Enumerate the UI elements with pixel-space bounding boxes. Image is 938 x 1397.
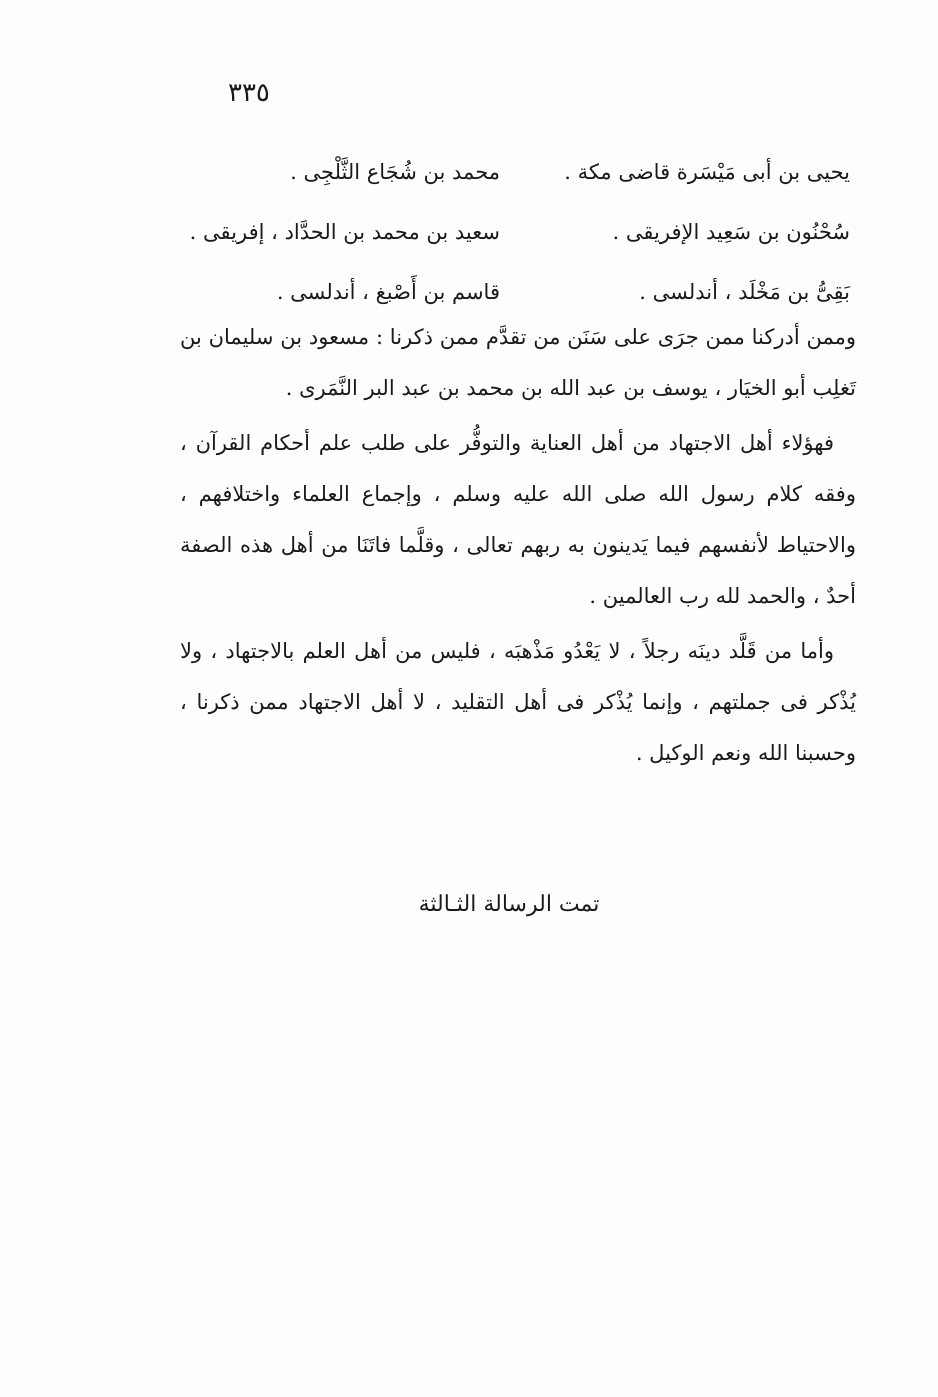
page-number: ٣٣٥ (228, 78, 270, 108)
name-entry: بَقِىُّ بن مَخْلَد ، أندلسى . (639, 280, 850, 304)
paragraph: فهؤلاء أهل الاجتهاد من أهل العناية والتوفُّر على طلب علم أحكام القرآن ، وفقه كلام رسول الله صلى الله عليه وسلم ، وإجماع العلماء واختلافهم ، والاحتياط لأنفسهم فيما يَدينون به ربهم تعالى ، وقلَّما فاتَنَا من أهل هذه الصفة أحدٌ ، والحمد لله رب العالمين . (180, 431, 856, 608)
colophon (0, 892, 938, 917)
names-row (180, 142, 850, 202)
name-entry: سُحْنُون بن سَعِيد الإفريقى . (612, 220, 850, 244)
colophon-text: تمت الرسالة الثـالثة (418, 892, 600, 917)
name-entry: قاسم بن أَصْبغ ، أندلسى . (276, 280, 500, 304)
names-row (180, 202, 850, 262)
name-entry: محمد بن شُجَاع الثَّلْجِى . (290, 160, 500, 184)
names-list (180, 142, 850, 322)
paragraph: وأما من قَلَّد دينَه رجلاً ، لا يَعْدُو مَذْهبَه ، فليس من أهل العلم بالاجتهاد ، ولا يُذْكر فى جملتهم ، وإنما يُذْكر فى أهل التقليد ، لا أهل الاجتهاد ممن ذكرنا ، وحسبنا الله ونعم الوكيل . (180, 639, 856, 765)
body-text (180, 312, 856, 783)
paragraph: وممن أدركنا ممن جرَى على سَنَن من تقدَّم ممن ذكرنا : مسعود بن سليمان بن تَغلِب أبو الخيَار ، يوسف بن عبد الله بن محمد بن عبد البر النَّمَرى . (180, 325, 856, 400)
name-entry: يحيى بن أبى مَيْسَرة قاضى مكة . (564, 160, 850, 184)
name-entry: سعيد بن محمد بن الحدَّاد ، إفريقى . (189, 220, 500, 244)
